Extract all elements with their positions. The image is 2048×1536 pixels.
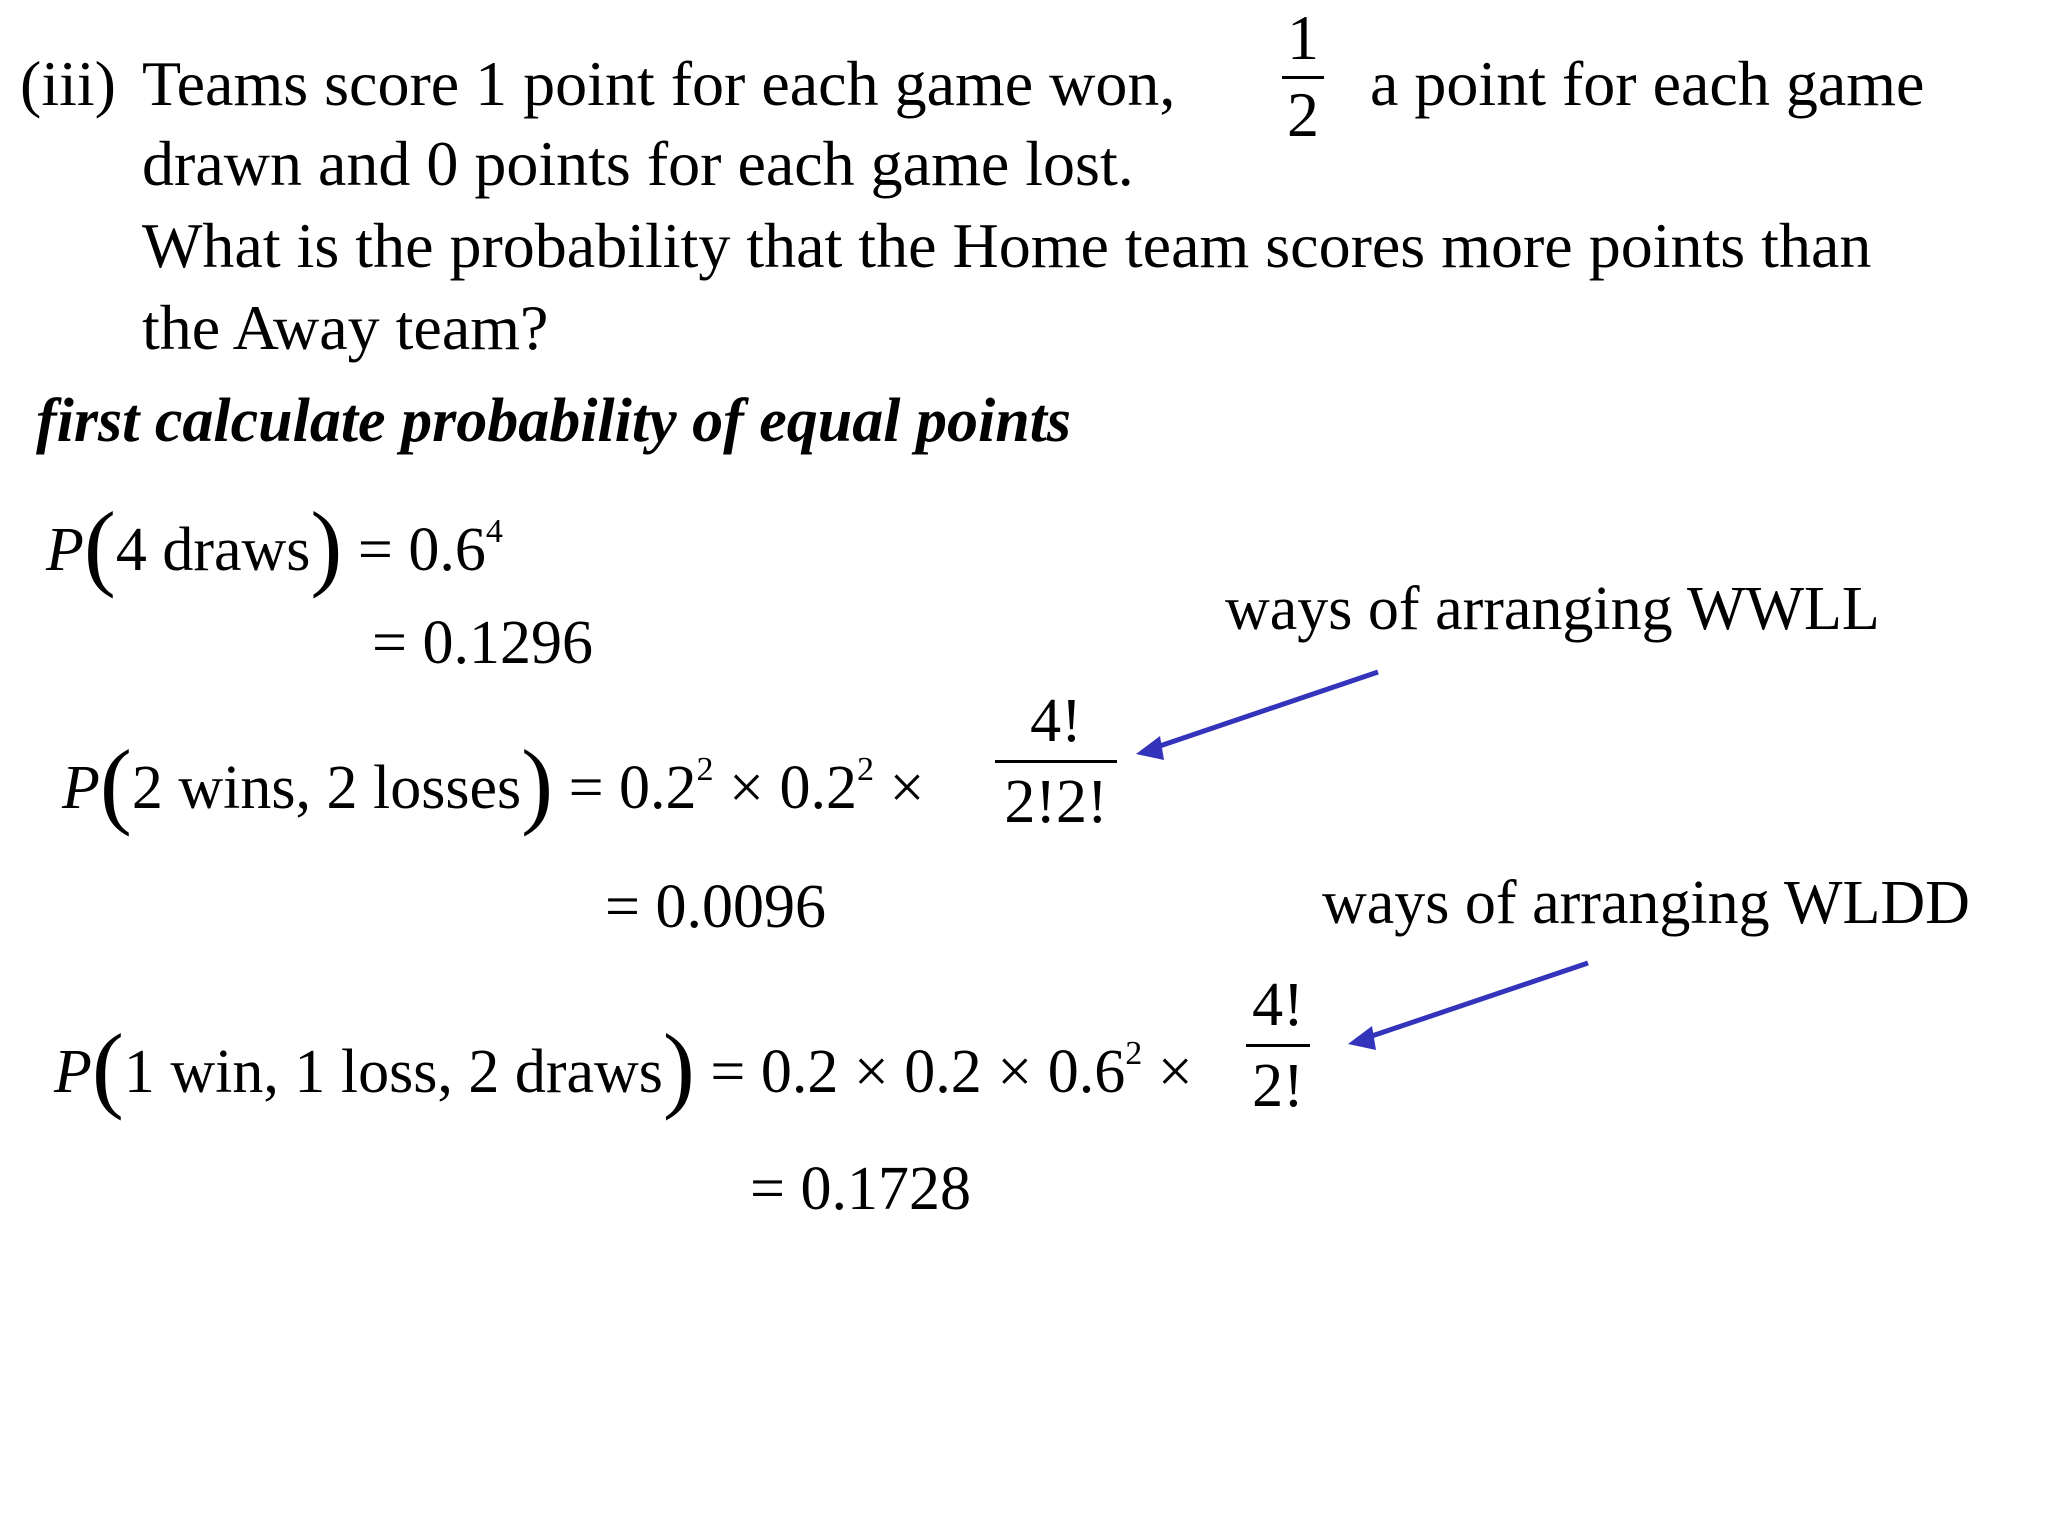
result-four-draws: = 0.1296 bbox=[372, 609, 593, 677]
times-sign: × bbox=[889, 754, 925, 822]
rhs-expression: = 0.2 × 0.2 × 0.6 bbox=[710, 1038, 1126, 1106]
prob-symbol: P bbox=[54, 1038, 92, 1106]
result-one-win-one-loss-two-draws: = 0.1728 bbox=[750, 1155, 971, 1223]
question-line-3: What is the probability that the Home team scores more points than bbox=[142, 210, 1872, 281]
annotation-wwll: ways of arranging WWLL bbox=[1225, 575, 1880, 643]
question-line-2: drawn and 0 points for each game lost. bbox=[142, 128, 1134, 199]
exponent-a: 2 bbox=[696, 751, 714, 789]
open-paren: ( bbox=[83, 492, 116, 599]
section-heading: first calculate probability of equal points bbox=[36, 387, 1072, 455]
close-paren: ) bbox=[662, 1014, 695, 1121]
question-number: (iii) bbox=[20, 48, 116, 119]
prob-symbol: P bbox=[46, 516, 84, 584]
annotation-wldd: ways of arranging WLDD bbox=[1322, 869, 1970, 937]
rhs-expression: = 0.6 bbox=[357, 516, 486, 584]
question-line-1: Teams score 1 point for each game won, bbox=[142, 48, 1176, 119]
question-line-4: the Away team? bbox=[142, 292, 549, 363]
exponent: 4 bbox=[485, 513, 503, 551]
fraction-numerator: 4! bbox=[1252, 971, 1304, 1039]
close-paren: ) bbox=[310, 492, 343, 599]
rhs-term-a: = 0.2 bbox=[568, 754, 697, 822]
fraction-denominator: 2! bbox=[1252, 1052, 1304, 1120]
open-paren: ( bbox=[91, 1014, 124, 1121]
event-label: 2 wins, 2 losses bbox=[131, 754, 522, 822]
question-line-1-end: a point for each game bbox=[1370, 48, 1925, 119]
close-paren: ) bbox=[521, 730, 554, 837]
fraction-denominator: 2!2! bbox=[1004, 768, 1108, 836]
event-label: 1 win, 1 loss, 2 draws bbox=[123, 1038, 663, 1106]
exponent: 2 bbox=[1125, 1035, 1143, 1073]
rhs-term-b: × 0.2 bbox=[729, 754, 858, 822]
arrow-wwll bbox=[1136, 672, 1378, 760]
prob-symbol: P bbox=[62, 754, 100, 822]
half-numerator: 1 bbox=[1287, 2, 1319, 73]
times-sign: × bbox=[1157, 1038, 1193, 1106]
event-label: 4 draws bbox=[115, 516, 311, 584]
arrow-wldd bbox=[1348, 963, 1588, 1050]
result-two-wins-two-losses: = 0.0096 bbox=[605, 873, 826, 941]
open-paren: ( bbox=[99, 730, 132, 837]
exponent-b: 2 bbox=[857, 751, 875, 789]
half-denominator: 2 bbox=[1287, 79, 1319, 150]
fraction-numerator: 4! bbox=[1030, 687, 1082, 755]
